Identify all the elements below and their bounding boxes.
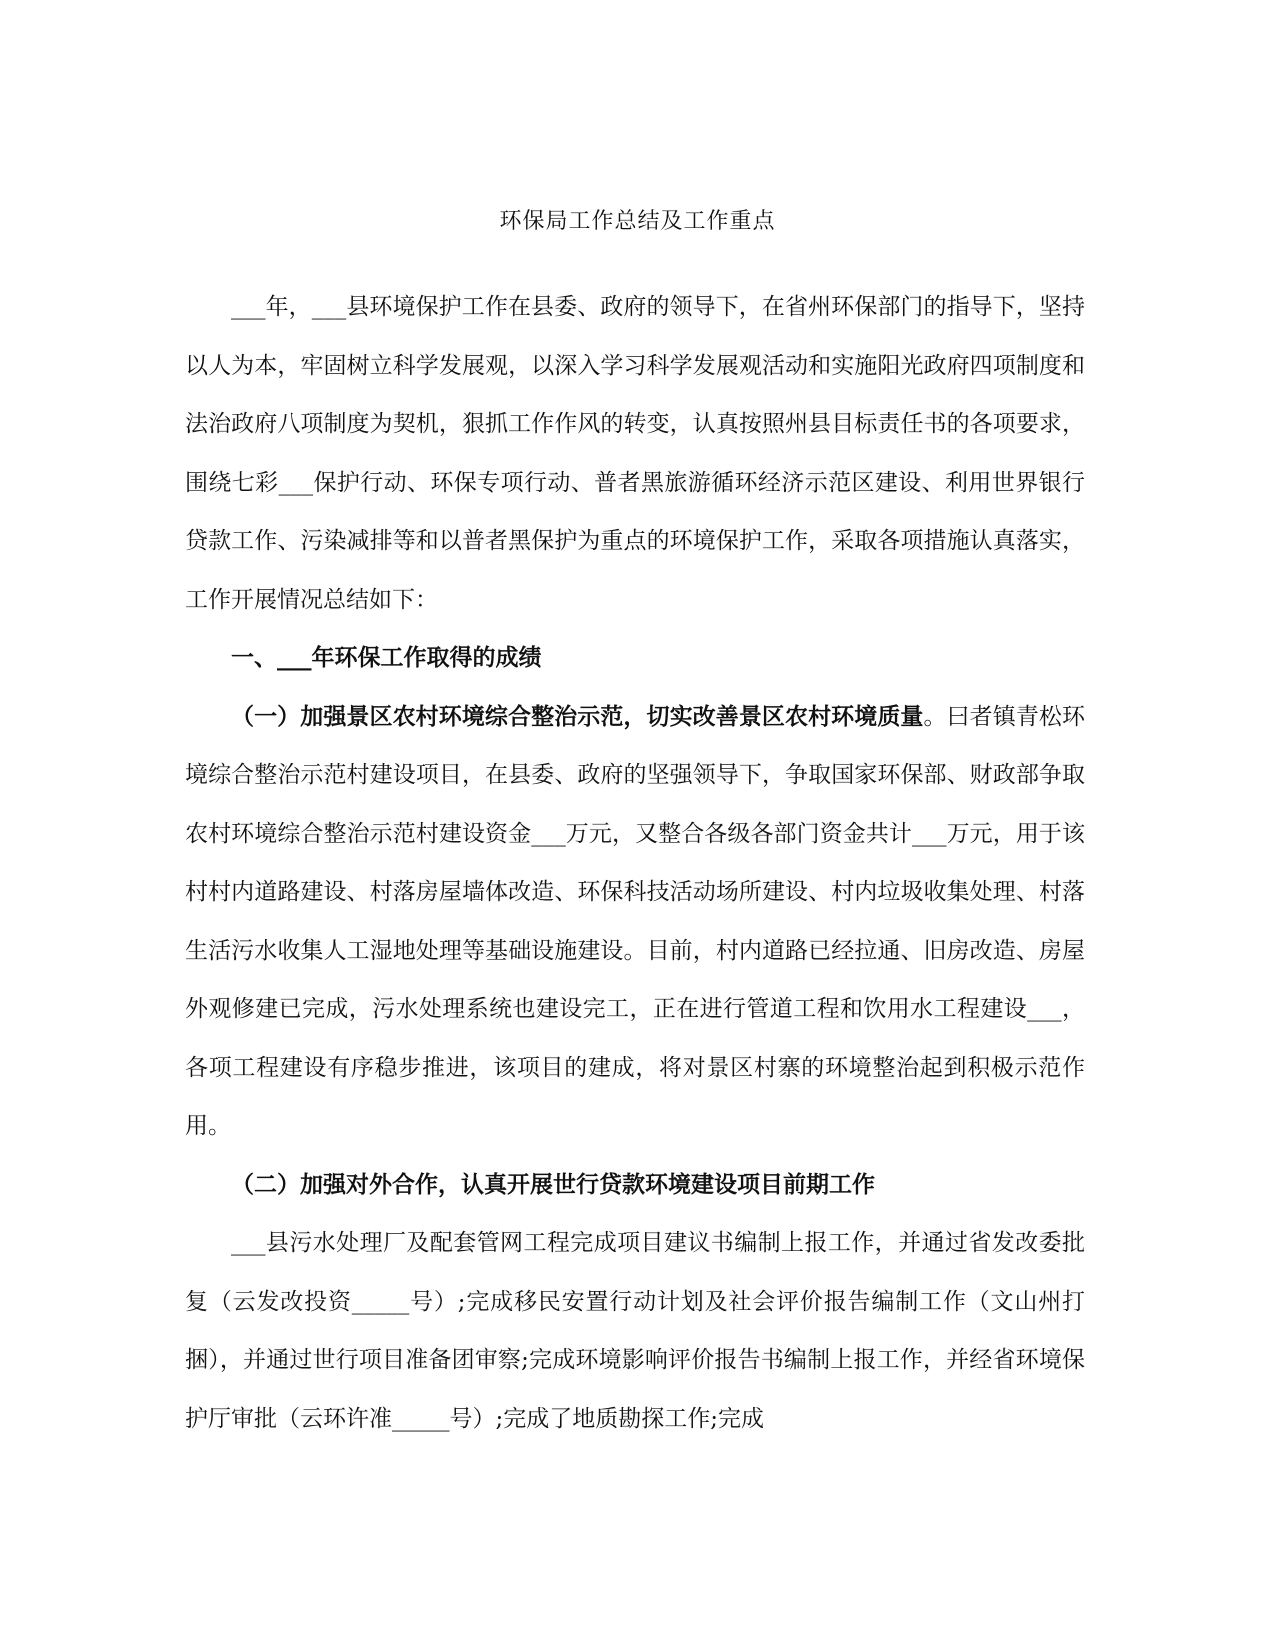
section-1-heading: （一）加强景区农村环境综合整治示范，切实改善景区农村环境质量 — [231, 702, 924, 730]
section-2-heading: （二）加强对外合作，认真开展世行贷款环境建设项目前期工作 — [231, 1170, 875, 1198]
section-heading-achievements: 一、___年环保工作取得的成绩 — [231, 644, 542, 671]
section-1-text: 。曰者镇青松环境综合整治示范村建设项目，在县委、政府的坚强领导下，争取国家环保部、财政部争取农村环境综合整治示范村建设资金___万元，又整合各级各部门资金共计___万元，用于该村村内道路建设、村落房屋墙体改造、环保科技活动场所建设、村内垃圾收集处理、村落生活污水收集人工湿地处理等基础设施建设。目前，村内道路已经拉通、旧房改造、房屋外观修建已完成，污水处理系统也建设完工，正在进行管道工程和饮用水工程建设___，各项工程建设有序稳步推进，该项目的建成，将对景区村寨的环境整治起到积极示范作用。 — [185, 703, 1086, 1139]
section-1-paragraph — [185, 688, 1085, 1156]
section-2-paragraph: ___县污水处理厂及配套管网工程完成项目建议书编制上报工作，并通过省发改委批复（云发改投资_____号）;完成移民安置行动计划及社会评价报告编制工作（文山州打捆），并通过世行项目准备团审察;完成环境影响评价报告书编制上报工作，并经省环境保护厅审批（云环许准_____号）;完成了地质勘探工作;完成 — [185, 1230, 1085, 1432]
page-title: 环保局工作总结及工作重点 — [499, 209, 776, 234]
document-body — [185, 278, 1085, 1448]
intro-paragraph: ___年，___县环境保护工作在县委、政府的领导下，在省州环保部门的指导下，坚持以人为本，牢固树立科学发展观，以深入学习科学发展观活动和实施阳光政府四项制度和法治政府八项制度为契机，狠抓工作作风的转变，认真按照州县目标责任书的各项要求，围绕七彩___保护行动、环保专项行动、普者黑旅游循环经济示范区建设、利用世界银行贷款工作、污染减排等和以普者黑保护为重点的环境保护工作，采取各项措施认真落实，工作开展情况总结如下： — [185, 294, 1085, 613]
